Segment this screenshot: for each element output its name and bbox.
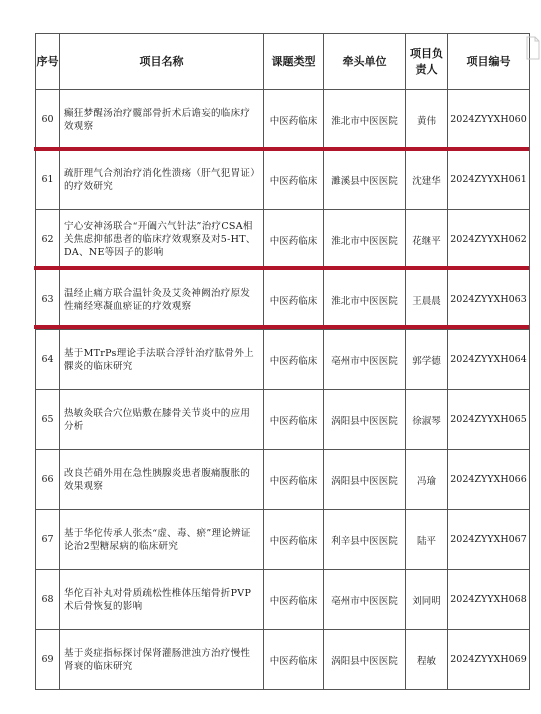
header-unit: 牵头单位 [324, 34, 406, 90]
row-name: 改良芒硝外用在急性胰腺炎患者腹痛腹胀的效果观察 [60, 450, 264, 510]
row-code: 2024ZYYXH061 [448, 150, 530, 210]
row-code: 2024ZYYXH069 [448, 630, 530, 690]
row-name: 温经止痛方联合温针灸及艾灸神阙治疗原发性痛经寒凝血瘀证的疗效观察 [60, 270, 264, 330]
header-lead: 项目负责人 [406, 34, 448, 90]
row-type: 中医药临床 [264, 390, 324, 450]
row-lead: 黄伟 [406, 90, 448, 150]
table-row [36, 330, 530, 390]
row-lead: 花继平 [406, 210, 448, 270]
row-unit: 涡阳县中医医院 [324, 450, 406, 510]
row-lead: 王晨晨 [406, 270, 448, 330]
row-unit: 濉溪县中医医院 [324, 150, 406, 210]
row-lead: 刘同明 [406, 570, 448, 630]
row-type: 中医药临床 [264, 510, 324, 570]
row-unit: 涡阳县中医医院 [324, 390, 406, 450]
highlight-line-lower [34, 325, 529, 329]
project-table [35, 33, 530, 690]
row-lead: 冯瑜 [406, 450, 448, 510]
row-name: 热敏灸联合穴位贴敷在膝骨关节炎中的应用分析 [60, 390, 264, 450]
table-row [36, 150, 530, 210]
header-type: 课题类型 [264, 34, 324, 90]
row-lead: 沈建华 [406, 150, 448, 210]
row-unit: 利辛县中医医院 [324, 510, 406, 570]
row-no: 60 [36, 90, 60, 150]
row-name: 基于MTrPs理论手法联合浮针治疗肱骨外上髁炎的临床研究 [60, 330, 264, 390]
highlight-line-upper [34, 147, 529, 151]
row-name: 癫狂梦醒汤治疗髋部骨折术后谵妄的临床疗效观察 [60, 90, 264, 150]
row-unit: 亳州市中医医院 [324, 570, 406, 630]
row-type: 中医药临床 [264, 150, 324, 210]
row-code: 2024ZYYXH065 [448, 390, 530, 450]
header-no: 序号 [36, 34, 60, 90]
row-no: 67 [36, 510, 60, 570]
table-row [36, 510, 530, 570]
row-type: 中医药临床 [264, 450, 324, 510]
row-no: 66 [36, 450, 60, 510]
header-name: 项目名称 [60, 34, 264, 90]
row-no: 61 [36, 150, 60, 210]
header-code: 项目编号 [448, 34, 530, 90]
row-type: 中医药临床 [264, 210, 324, 270]
row-name: 基于华佗传承人张杰“虚、毒、瘀”理论辨证论治2型糖尿病的临床研究 [60, 510, 264, 570]
row-no: 63 [36, 270, 60, 330]
page-corner-icon [526, 36, 540, 60]
row-no: 69 [36, 630, 60, 690]
table-row [36, 570, 530, 630]
row-name: 基于炎症指标探讨保肾灌肠泄浊方治疗慢性肾衰的临床研究 [60, 630, 264, 690]
row-no: 62 [36, 210, 60, 270]
row-lead: 程敏 [406, 630, 448, 690]
row-code: 2024ZYYXH062 [448, 210, 530, 270]
row-code: 2024ZYYXH066 [448, 450, 530, 510]
row-unit: 淮北市中医医院 [324, 210, 406, 270]
row-unit: 亳州市中医医院 [324, 330, 406, 390]
row-type: 中医药临床 [264, 330, 324, 390]
table-row [36, 390, 530, 450]
row-lead: 陆平 [406, 510, 448, 570]
row-name: 疏肝理气合剂治疗消化性溃疡（肝气犯胃证）的疗效研究 [60, 150, 264, 210]
table-row [36, 270, 530, 330]
row-type: 中医药临床 [264, 630, 324, 690]
row-unit: 淮北市中医医院 [324, 270, 406, 330]
row-type: 中医药临床 [264, 270, 324, 330]
row-lead: 郭学德 [406, 330, 448, 390]
row-type: 中医药临床 [264, 90, 324, 150]
highlight-line-middle [34, 266, 529, 270]
table-row [36, 450, 530, 510]
row-code: 2024ZYYXH063 [448, 270, 530, 330]
row-name: 宁心安神汤联合“开阖六气针法”治疗CSA相关焦虑抑郁患者的临床疗效观察及对5-HT、DA、NE等因子的影响 [60, 210, 264, 270]
row-unit: 涡阳县中医医院 [324, 630, 406, 690]
row-no: 68 [36, 570, 60, 630]
row-no: 64 [36, 330, 60, 390]
row-lead: 徐淑琴 [406, 390, 448, 450]
table-header-row [36, 34, 530, 90]
table-row [36, 210, 530, 270]
row-name: 华佗百补丸对骨质疏松性椎体压缩骨折PVP术后骨恢复的影响 [60, 570, 264, 630]
row-no: 65 [36, 390, 60, 450]
table-row [36, 90, 530, 150]
row-type: 中医药临床 [264, 570, 324, 630]
table-row [36, 630, 530, 690]
row-code: 2024ZYYXH064 [448, 330, 530, 390]
row-code: 2024ZYYXH068 [448, 570, 530, 630]
row-unit: 淮北市中医医院 [324, 90, 406, 150]
row-code: 2024ZYYXH067 [448, 510, 530, 570]
row-code: 2024ZYYXH060 [448, 90, 530, 150]
